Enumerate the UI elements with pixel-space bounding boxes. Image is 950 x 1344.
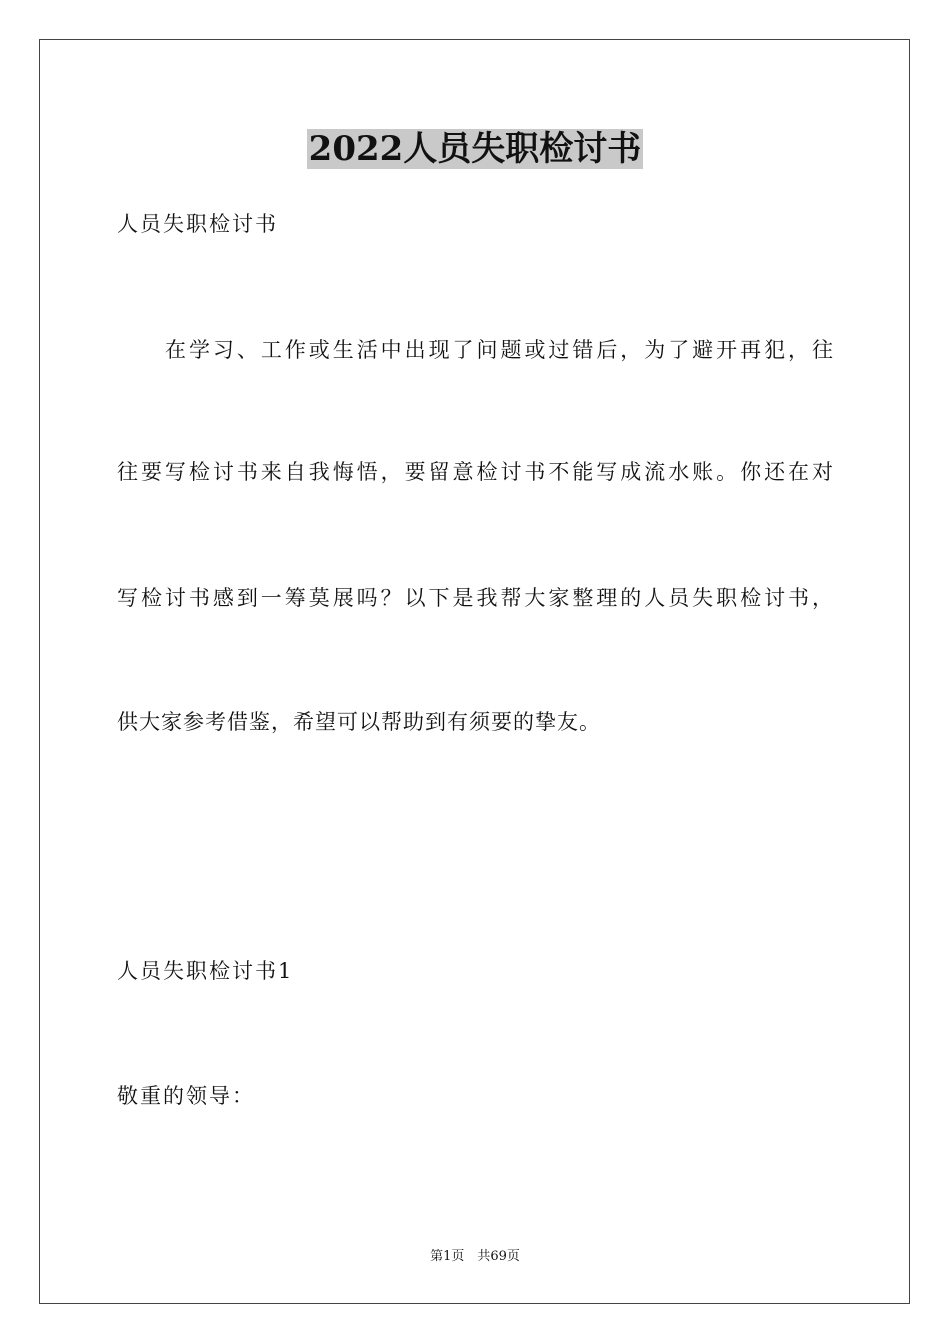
section-heading: 人员失职检讨书1 <box>117 959 294 983</box>
intro-line-1: 在学习、工作或生活中出现了问题或过错后，为了避开再犯，往 <box>165 338 833 362</box>
document-subtitle: 人员失职检讨书 <box>117 212 278 236</box>
salutation: 敬重的领导： <box>117 1084 255 1108</box>
page-footer: 第1页 共69页 <box>430 1249 520 1264</box>
intro-line-4: 供大家参考借鉴，希望可以帮助到有须要的挚友。 <box>117 710 601 734</box>
document-title <box>0 126 950 172</box>
document-title-text: 2022人员失职检讨书 <box>308 129 642 169</box>
intro-line-2: 往要写检讨书来自我悔悟，要留意检讨书不能写成流水账。你还在对 <box>117 460 833 484</box>
intro-line-3: 写检讨书感到一筹莫展吗？以下是我帮大家整理的人员失职检讨书， <box>117 586 833 610</box>
